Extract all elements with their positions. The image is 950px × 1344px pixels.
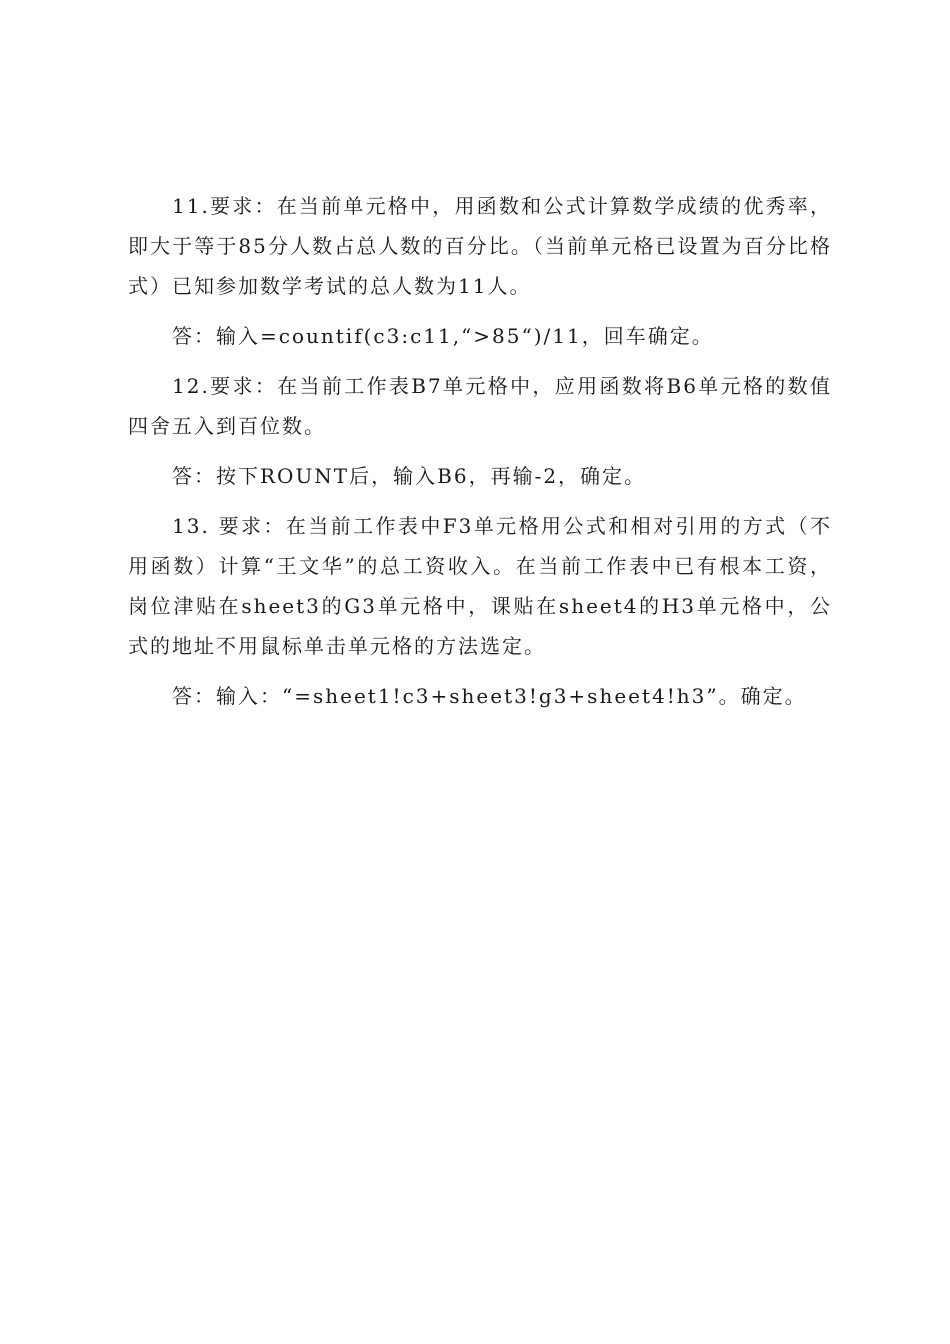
answer-12-text: 答：按下ROUNT后，输入B6，再输-2，确定。 — [172, 464, 647, 488]
question-13-text: 13. 要求：在当前工作表中F3单元格用公式和相对引用的方式（不用函数）计算“王文华”的总工资收入。在当前工作表中已有根本工资，岗位津贴在sheet3的G3单元格中，课贴在sheet4的H3单元格中，公式的地址不用鼠标单击单元格的方法选定。 — [128, 514, 832, 658]
question-12-text: 12.要求：在当前工作表B7单元格中，应用函数将B6单元格的数值四舍五入到百位数。 — [128, 374, 832, 438]
answer-11-text: 答：输入=countif(c3:c11,“>85“)/11，回车确定。 — [172, 324, 714, 348]
answer-13-text: 答：输入：“=sheet1!c3+sheet3!g3+sheet4!h3”。确定。 — [172, 684, 807, 708]
question-11-text: 11.要求：在当前单元格中，用函数和公式计算数学成绩的优秀率，即大于等于85分人数占总人数的百分比。（当前单元格已设置为百分比格式）已知参加数学考试的总人数为11人。 — [128, 194, 832, 298]
document-body — [128, 186, 832, 716]
